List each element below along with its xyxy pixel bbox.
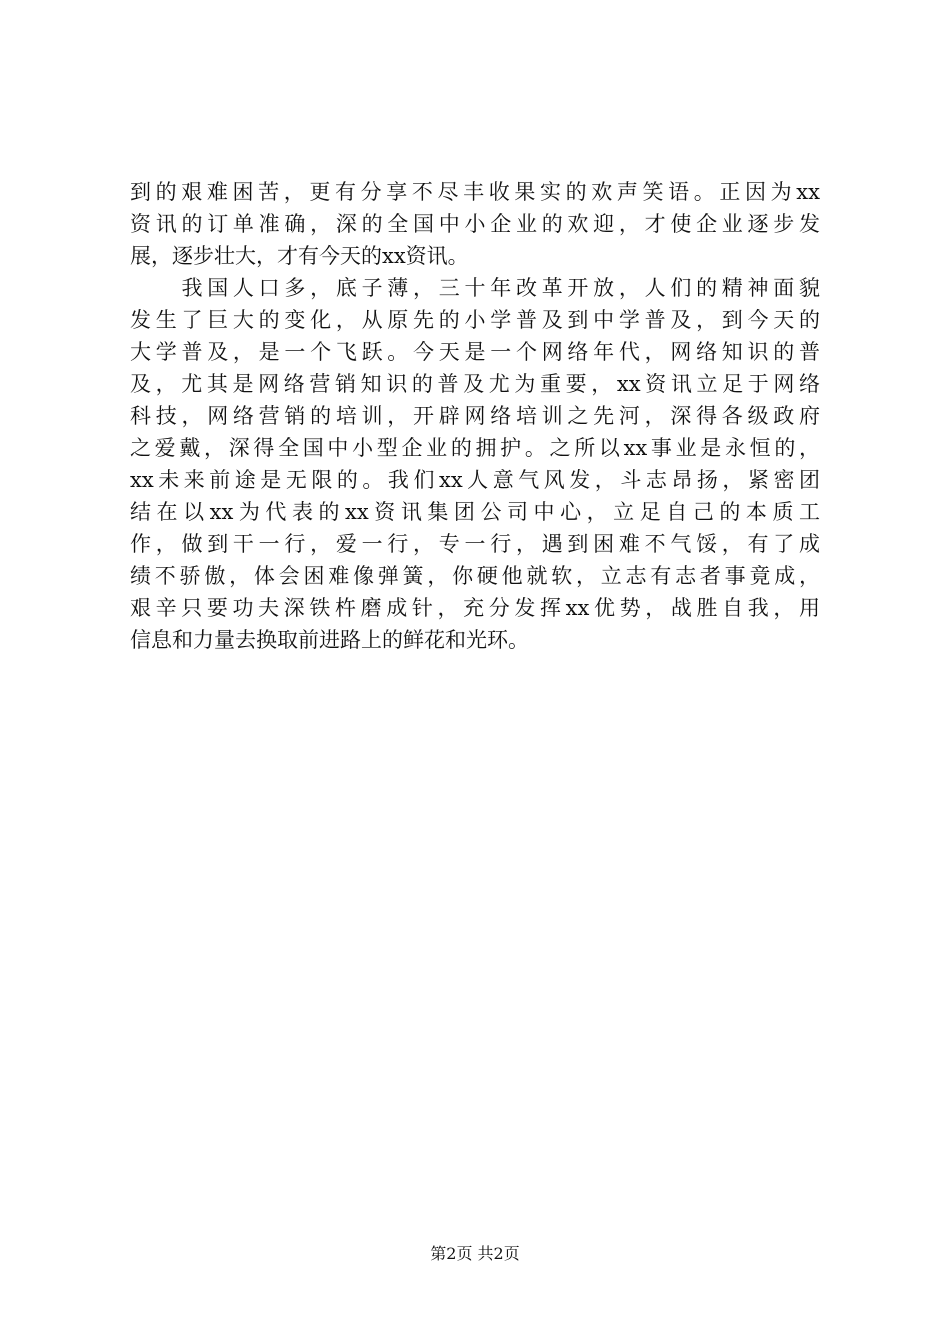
text-line: 及，尤其是网络营销知识的普及尤为重要，xx资讯立足于网络 bbox=[130, 372, 820, 396]
text-line: 之爱戴，深得全国中小型企业的拥护。之所以xx事业是永恒的， bbox=[130, 436, 820, 460]
text-line: 科技，网络营销的培训，开辟网络培训之先河，深得各级政府 bbox=[130, 404, 820, 428]
text-line: 艰辛只要功夫深铁杵磨成针，充分发挥xx优势，战胜自我，用 bbox=[130, 596, 820, 620]
text-line: 信息和力量去换取前进路上的鲜花和光环。 bbox=[130, 628, 529, 652]
text-line: xx未来前途是无限的。我们xx人意气风发，斗志昂扬，紧密团 bbox=[130, 468, 820, 492]
page-number-footer: 第2页 共2页 bbox=[430, 1244, 520, 1263]
document-body bbox=[130, 176, 820, 656]
text-line: 到的艰难困苦，更有分享不尽丰收果实的欢声笑语。正因为xx bbox=[130, 180, 820, 204]
text-line: 作，做到干一行，爱一行，专一行，遇到困难不气馁，有了成 bbox=[130, 532, 820, 556]
text-line: 绩不骄傲，体会困难像弹簧，你硬他就软，立志有志者事竟成， bbox=[130, 564, 820, 588]
text-line: 大学普及，是一个飞跃。今天是一个网络年代，网络知识的普 bbox=[130, 340, 820, 364]
text-line: 发生了巨大的变化，从原先的小学普及到中学普及，到今天的 bbox=[130, 308, 820, 332]
text-line: 我国人口多，底子薄，三十年改革开放，人们的精神面貌 bbox=[130, 276, 820, 300]
text-line: 资讯的订单准确，深的全国中小企业的欢迎，才使企业逐步发 bbox=[130, 212, 820, 236]
text-line: 结在以xx为代表的xx资讯集团公司中心，立足自己的本质工 bbox=[130, 500, 820, 524]
text-line: 展，逐步壮大，才有今天的xx资讯。 bbox=[130, 244, 469, 268]
